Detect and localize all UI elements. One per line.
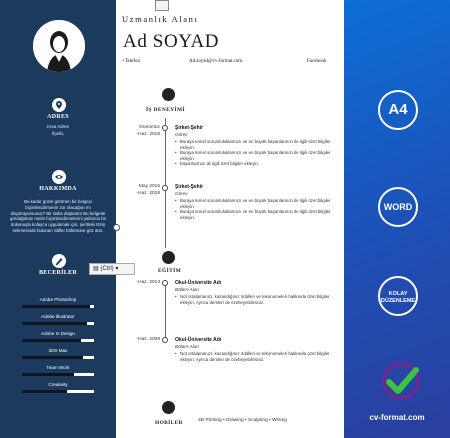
- school-bullets: [175, 351, 335, 362]
- school-field: Bölüm-Alan: [175, 344, 199, 349]
- timeline-dot: [162, 185, 168, 191]
- job-bullets: [175, 198, 335, 220]
- skill-name: 3DS Max: [48, 348, 68, 353]
- image-placeholder-icon[interactable]: [155, 0, 169, 11]
- social-text: Facebook: [307, 59, 327, 64]
- resize-handle[interactable]: [113, 224, 120, 231]
- skill-name: Creativity: [48, 382, 68, 387]
- timeline-dot: [162, 337, 168, 343]
- job-role: Görev: [175, 191, 188, 196]
- list-item: • başarılarınızı ile ilgili özet bilgiler ekleyin.: [175, 161, 335, 167]
- timeline-line: [165, 282, 166, 340]
- timeline-dot: [162, 280, 168, 286]
- skill-fill: [22, 305, 90, 308]
- hobbies-text: 3D Printing • Drawing • Sculpting • Writing: [198, 418, 287, 423]
- clipboard-icon: ▤: [93, 266, 99, 272]
- easy-edit-badge: [378, 276, 418, 316]
- a4-badge: A4: [378, 90, 418, 130]
- timeline-dot: [162, 125, 168, 131]
- about-text: Bu kadar güzel görünen bir belgeyi biçimlendirmenin zor olacağını mı düşünüyorsunuz? Bir daha düşünün! Bu belgede gördüğünüz metin biçimlendirmelerini yalnızca bir dokunuşla kolayca uygulamak için, şeritteki Giriş sekmesinde bulunan Stiller bölümüne göz atın.: [9, 199, 107, 233]
- eye-icon: [52, 170, 66, 184]
- date-text: -Haz. 2018: [136, 191, 160, 196]
- full-name: Ad SOYAD: [123, 31, 220, 52]
- skill-name: Adobe In Design: [41, 331, 75, 336]
- school-name: Okul-Üniversite Adı: [175, 337, 222, 343]
- date-text: May 2016: [138, 184, 160, 189]
- address-line-1: Kısa Adres: [47, 124, 69, 129]
- skill-bar: [22, 322, 94, 325]
- job-title: Şirket-Şehir: [175, 184, 204, 190]
- paste-tag-label: (Ctrl): [100, 266, 114, 272]
- skill-fill: [22, 373, 74, 376]
- phone-text: +Telefon: [122, 59, 141, 64]
- skill-name: Team Work: [46, 365, 70, 370]
- address-line-2: İlçe/İL: [51, 131, 64, 136]
- website-url[interactable]: cv-format.com: [369, 413, 425, 422]
- skill-bar: [22, 356, 94, 359]
- date-text: -Haz. 2013: [136, 280, 160, 285]
- list-item: • Not ortalamanızı, kazandığınız ödülleri ve tekonomeleri hakkında özet bilgiler ekleyin. Ayrıca dersleri de özetleyebilirsiniz.: [175, 351, 335, 362]
- skill-name: Adobe Photoshop: [39, 297, 77, 302]
- school-name: Okul-Üniversite Adı: [175, 280, 222, 286]
- list-item: • Not ortalamanızı, kazandığınız ödülleri ve tekonomeleri hakkında özet bilgiler ekleyin. Ayrıca dersleri de özetleyebilirsiniz.: [175, 294, 335, 305]
- experience-heading: İŞ DENEYİMİ: [146, 107, 185, 113]
- job-bullets: [175, 139, 335, 167]
- skill-bar: [22, 339, 94, 342]
- education-heading: EĞİTİM: [158, 268, 182, 274]
- skill-bar: [22, 373, 94, 376]
- specialty-title: Uzmanlık Alanı: [122, 14, 199, 24]
- paste-options-button[interactable]: ▤ (Ctrl) ▾: [89, 263, 135, 275]
- briefcase-icon: [162, 88, 175, 101]
- school-bullets: [175, 294, 335, 305]
- left-sidebar: [0, 0, 116, 438]
- avatar: [33, 20, 85, 72]
- location-icon: [52, 98, 66, 112]
- skills-heading: BECERİLER: [38, 270, 78, 276]
- skill-bar: [22, 305, 94, 308]
- about-heading: HAKKIMDA: [39, 186, 77, 192]
- date-text: Günümüz: [139, 125, 160, 130]
- skill-fill: [22, 339, 81, 342]
- skill-name: Adobe Illustrator: [41, 314, 75, 319]
- easy-edit-line-1: KOLAY: [388, 291, 408, 297]
- skill-fill: [22, 390, 67, 393]
- email-text: Ad.soyad@cv-format.com: [189, 59, 243, 64]
- job-role: Görev: [175, 132, 188, 137]
- list-item: • Buraya temel sorumluluklarınızı ve en büyük başarılarınızı ile ilgili özet bilgiler ekleyin.: [175, 209, 335, 220]
- skill-fill: [22, 356, 83, 359]
- job-title: Şirket-Şehir: [175, 125, 204, 131]
- word-badge: WORD: [378, 187, 418, 227]
- graduation-cap-icon: [162, 251, 175, 264]
- cv-format-logo-icon: [380, 360, 422, 402]
- palette-icon: [162, 401, 175, 414]
- skill-bar: [22, 390, 94, 393]
- list-item: • Buraya temel sorumluluklarınızı ve en büyük başarılarınızı ile ilgili özet bilgiler ekleyin.: [175, 150, 335, 161]
- school-field: Bölüm-Alan: [175, 287, 199, 292]
- easy-edit-line-2: DÜZENLEME: [380, 298, 416, 304]
- address-heading: ADRES: [47, 114, 69, 120]
- list-item: • Buraya temel sorumluluklarınızı ve en büyük başarılarınızı ile ilgili özet bilgiler ekleyin.: [175, 139, 335, 150]
- hobbies-heading: HOBİLER: [155, 420, 183, 426]
- timeline-line: [165, 118, 166, 248]
- pencil-icon: [52, 254, 66, 268]
- skill-fill: [22, 322, 87, 325]
- date-text: -Haz. 2008: [136, 337, 160, 342]
- date-text: -Haz. 2018: [136, 132, 160, 137]
- list-item: • Buraya temel sorumluluklarınızı ve en büyük başarılarınızı ile ilgili özet bilgiler ekleyin.: [175, 198, 335, 209]
